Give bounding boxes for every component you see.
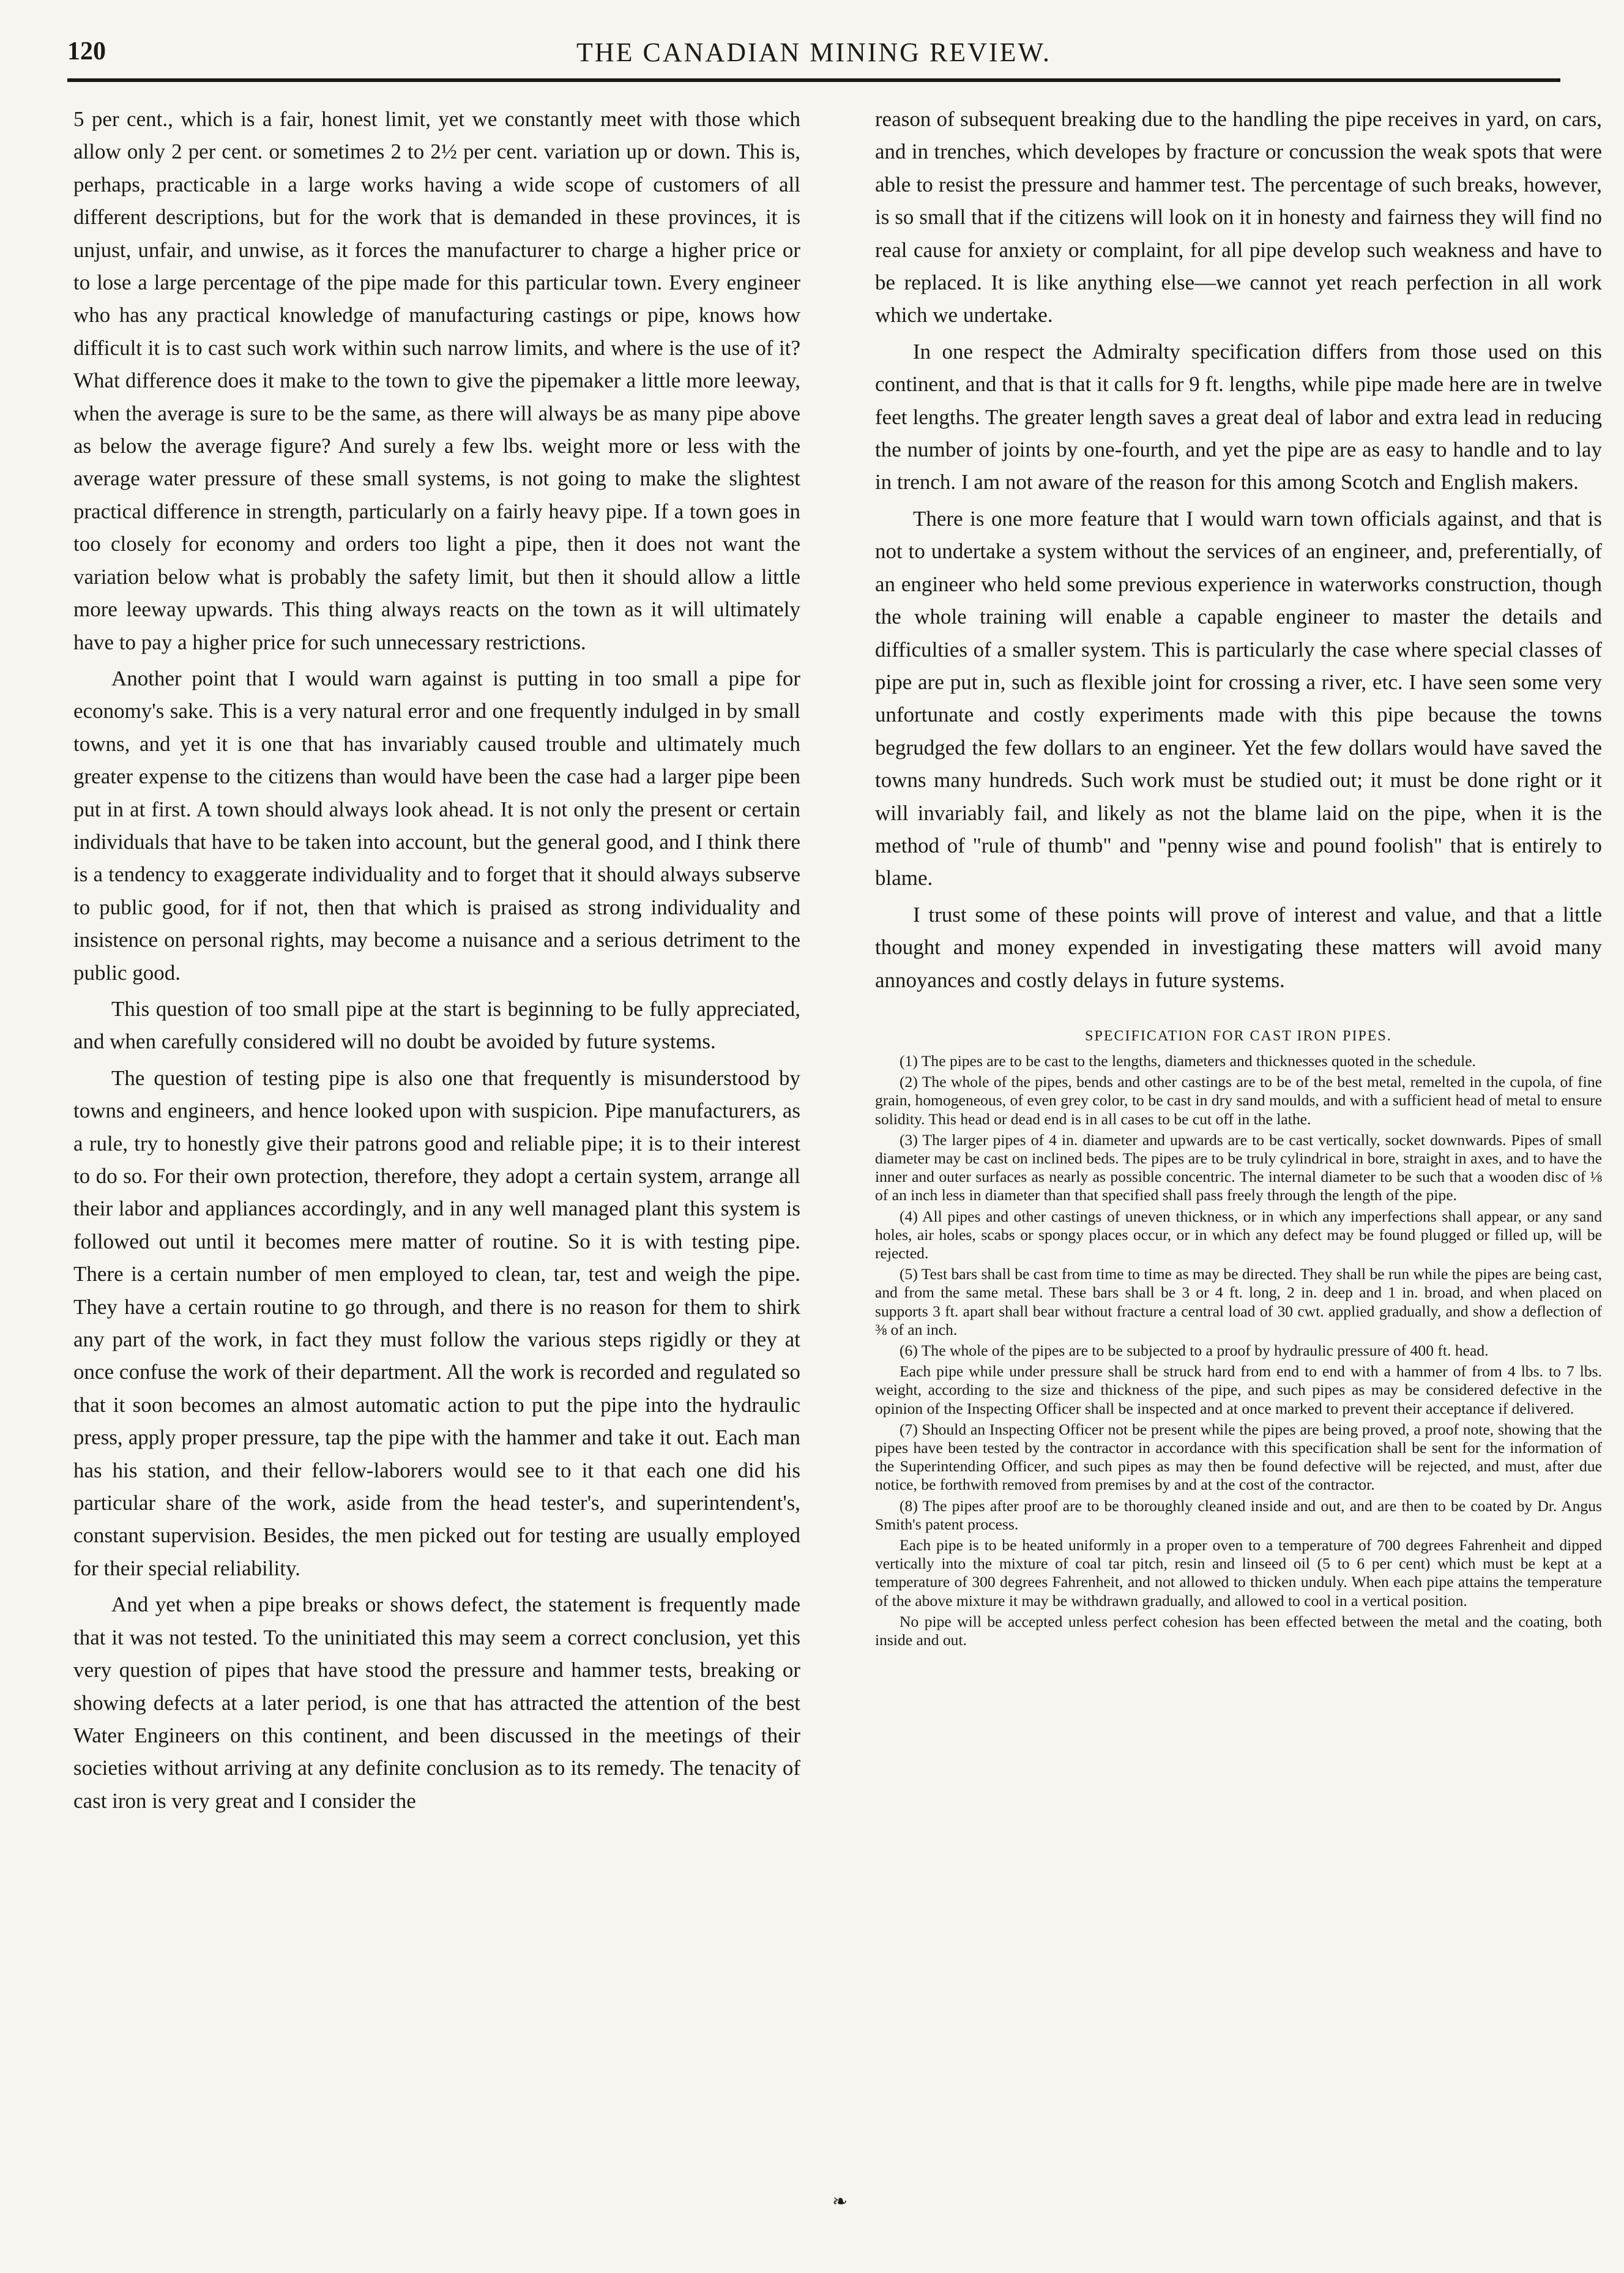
journal-title: THE CANADIAN MINING REVIEW. — [576, 37, 1051, 67]
spec-list — [875, 1052, 1602, 1649]
paragraph: This question of too small pipe at the start is beginning to be fully appreciated, and when carefully considered will no doubt be avoided by future systems. — [73, 996, 800, 1054]
spec-item: (4) All pipes and other castings of uneven thickness, or in which any imperfections shall appear, or any sand holes, air holes, scabs or spongy places occur, or in which any defect may be found plugged or filled up, will be rejected. — [875, 1207, 1602, 1262]
spec-item: (3) The larger pipes of 4 in. diameter and upwards are to be cast vertically, socket downwards. Pipes of small diameter may be cast on inclined beds. The pipes are to be truly cylindrical in bore, straight in axes, and to have the inner and outer surfaces as nearly as possible concentric. The internal diameter to be such that a wooden disc of ⅛ of an inch less in diameter than that specified shall pass freely through the length of the pipe. — [875, 1130, 1602, 1204]
paragraph: And yet when a pipe breaks or shows defect, the statement is frequently made that it was not tested. To the uninitiated this may seem a correct conclusion, yet this very question of pipes that have stood the pressure and hammer tests, breaking or showing defects at a later period, is one that has attracted the attention of the best Water Engineers on this continent, and been discussed in the meetings of their societies without arriving at any definite conclusion as to its remedy. The tenacity of cast iron is very great and I consider the — [73, 1592, 800, 1813]
spec-item: (1) The pipes are to be cast to the lengths, diameters and thicknesses quoted in the schedule. — [900, 1051, 1476, 1070]
spec-item: Each pipe while under pressure shall be struck hard from end to end with a hammer of from 4 lbs. to 7 lbs. weight, according to the size and thickness of the pipe, and such pipes as may be considered defective in the opinion of the Inspecting Officer shall be inspected and at once marked to prevent their acceptance if delivered. — [875, 1362, 1602, 1417]
printer-ornament: ❧ — [832, 2192, 848, 2212]
spec-item: (5) Test bars shall be cast from time to time as may be directed. They shall be run while the pipes are being cast, and from the same metal. These bars shall be 3 or 4 ft. long, 2 in. deep and 1 in. broad, and when placed on supports 3 ft. apart shall bear without fracture a central load of 30 cwt. applied gradually, and show a deflection of ⅜ of an inch. — [875, 1265, 1602, 1338]
spec-item: No pipe will be accepted unless perfect cohesion has been effected between the metal and the coating, both inside and out. — [875, 1612, 1602, 1649]
spec-item: (7) Should an Inspecting Officer not be present while the pipes are being proved, a proof note, showing that the pipes have been tested by the contractor in accordance with this specification shall be sent for the information of the Superintending Officer, and such pipes as may then be found defective will be rejected, and must, after due notice, be forthwith removed from premises by and at the cost of the contractor. — [875, 1420, 1602, 1494]
header-rule — [67, 78, 1560, 82]
page-number: 120 — [67, 37, 106, 65]
paragraph: There is one more feature that I would warn town officials against, and that is not to undertake a system without the services of an engineer, and, preferentially, of an engineer who held some previous experience in waterworks construction, though the whole training will enable a capable engineer to master the details and difficulties of a smaller system. This is particularly the case where special classes of pipe are put in, such as flexible joint for crossing a river, etc. I have seen some very unfortunate and costly experiments made with this pipe because the towns begrudged the few dollars to an engineer. Yet the few dollars would have saved the towns many hundreds. Such work must be studied out; it must be done right or it will invariably fail, and likely as not the blame laid on the pipe, when it is the method of "rule of thumb" and "penny wise and pound foolish" that is entirely to blame. — [875, 506, 1602, 890]
paragraph: 5 per cent., which is a fair, honest limit, yet we constantly meet with those which allow only 2 per cent. or sometimes 2 to 2½ per cent. variation up or down. This is, perhaps, practicable in a large works having a wide scope of customers of all different descriptions, but for the work that is demanded in these provinces, it is unjust, unfair, and unwise, as it forces the manufacturer to charge a higher price or to lose a large percentage of the pipe made for this particular town. Every engineer who has any practical knowledge of manufacturing castings or pipe, knows how difficult it is to cast such work within such narrow limits, and where is the use of it? What difference does it make to the town to give the pipemaker a little more leeway, when the average is sure to be the same, as there will always be as many pipe above as below the average figure? And surely a few lbs. weight more or less with the average water pressure of these small systems, is not going to make the slightest practical difference in strength, particularly on a fairly heavy pipe. If a town goes in too closely for economy and orders too light a pipe, then it does not want the variation below what is probably the safety limit, but then it should allow a little more leeway upwards. This thing always reacts on the town as it will ultimately have to pay a higher price for such unnecessary restrictions. — [73, 107, 800, 654]
page-header — [67, 32, 1560, 75]
paragraph: Another point that I would warn against is putting in too small a pipe for economy's sake. This is a very natural error and one frequently indulged in by small towns, and yet it is one that has invariably caused trouble and ultimately much greater expense to the citizens than would have been the case had a larger pipe been put in at first. A town should always look ahead. It is not only the present or certain individuals that have to be taken into account, but the general good, and I think there is a tendency to exaggerate individuality and to forget that it should always subserve to public good, for if not, then that which is praised as strong individuality and insistence on personal rights, may become a nuisance and a serious detriment to the public good. — [73, 666, 800, 985]
paragraph: reason of subsequent breaking due to the handling the pipe receives in yard, on cars, and in trenches, which developes by fracture or concussion the weak spots that were able to resist the pressure and hammer test. The percentage of such breaks, however, is so small that if the citizens will look on it in honesty and fairness they will find no real cause for anxiety or complaint, for all pipe develop such weakness and have to be replaced. It is like anything else—we cannot yet reach perfection in all work which we undertake. — [875, 107, 1602, 327]
paragraph: I trust some of these points will prove of interest and value, and that a little thought and money expended in investigating these matters will avoid many annoyances and costly delays in future systems. — [875, 902, 1602, 992]
spec-heading: SPECIFICATION FOR CAST IRON PIPES. — [1085, 1028, 1392, 1044]
spec-item: Each pipe is to be heated uniformly in a proper oven to a temperature of 700 degrees Fahrenheit and dipped vertically into the mixture of coal tar pitch, resin and linseed oil (5 to 6 per cent) which must be kept at a temperature of 300 degrees Fahrenheit, and not allowed to thicken unduly. When each pipe attains the temperature of the above mixture it may be withdrawn gradually, and allowed to cool in a vertical position. — [875, 1536, 1602, 1610]
spec-item: (8) The pipes after proof are to be thoroughly cleaned inside and out, and are then to be coated by Dr. Angus Smith's patent process. — [875, 1496, 1602, 1533]
right-column — [875, 103, 1602, 1655]
spec-item: (6) The whole of the pipes are to be subjected to a proof by hydraulic pressure of 400 ft. head. — [900, 1342, 1489, 1360]
paragraph: In one respect the Admiralty specification differs from those used on this continent, and that is that it calls for 9 ft. lengths, while pipe made here are in twelve feet lengths. The greater length saves a great deal of labor and extra lead in reducing the number of joints by one-fourth, and yet the pipe are as easy to handle and to lay in trench. I am not aware of the reason for this among Scotch and English makers. — [875, 339, 1602, 495]
spec-item: (2) The whole of the pipes, bends and other castings are to be of the best metal, remelted in the cupola, of fine grain, homogeneous, of even grey color, to be cast in dry sand moulds, and with a sufficient head of metal to ensure solidity. This head or dead end is in all cases to be cut off in the lathe. — [875, 1073, 1602, 1128]
paragraph: The question of testing pipe is also one that frequently is misunderstood by towns and engineers, and hence looked upon with suspicion. Pipe manufacturers, as a rule, try to honestly give their patrons good and reliable pipe; it is to their interest to do so. For their own protection, therefore, they adopt a certain system, arrange all their labor and appliances accordingly, and in any well managed plant this system is followed out until it becomes mere matter of routine. So it is with testing pipe. There is a certain number of men employed to clean, tar, test and weigh the pipe. They have a certain routine to go through, and there is no reason for them to shirk any part of the work, in fact they must follow the various steps rigidly or they at once confuse the work of their department. All the work is recorded and regulated so that it soon becomes an almost automatic action to put the pipe into the hydraulic press, apply proper pressure, tap the pipe with the hammer and take it out. Each man has his station, and their fellow-laborers would see to it that each one did his particular share of the work, aside from the head tester's, and superintendent's, constant supervision. Besides, the men picked out for testing are usually employed for their special reliability. — [73, 1066, 800, 1580]
left-column — [73, 103, 800, 1821]
